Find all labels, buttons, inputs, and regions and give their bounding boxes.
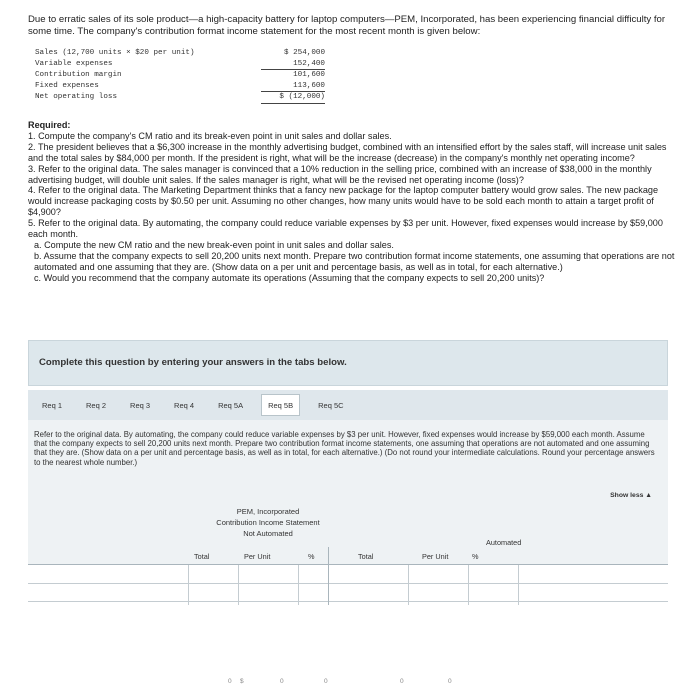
cell-fragment: 0 (280, 678, 284, 685)
required-item-5: 5. Refer to the original data. By automating, the company could reduce variable expenses by $3 per unit. However, fixed expenses would increase by $59,000 each month. (28, 218, 663, 240)
complete-instructions-text: Complete this question by entering your answers in the tabs below. (39, 357, 347, 368)
grid-col-line (188, 565, 189, 605)
income-row-cm (35, 70, 325, 81)
cell-fragment: 0 (400, 678, 404, 685)
col-header-percent: % (308, 552, 315, 561)
complete-instructions-box (28, 340, 668, 386)
tab-req-2[interactable]: Req 2 (86, 400, 107, 410)
required-item-1: 1. Compute the company's CM ratio and its break-even point in unit sales and dollar sales. (28, 130, 392, 141)
tab-panel (28, 420, 668, 685)
alt-separator (328, 547, 329, 605)
tab-instructions: Refer to the original data. By automating, the company could reduce variable expenses by $3 per unit. However, fixed expenses would increase by $59,000 each month. Assume that the company expects to sell 20,200 units next month. Prepare two contribution format income statements, one assuming that operations are not automated and one assuming that they are. (Show data on a per unit and percentage basis, as well as in total, for each alternative.) (Do not round your intermediate calculations. Round your percentage answers to the nearest whole number.) (34, 430, 655, 467)
show-less-button[interactable]: Show less ▲ (610, 492, 652, 499)
not-automated-header: Not Automated (243, 529, 293, 538)
income-row-sales (35, 48, 325, 59)
required-sub-a: a. Compute the new CM ratio and the new break-even point in unit sales and dollar sales. (34, 239, 394, 250)
col-header-total: Total (194, 552, 210, 561)
col-header-percent: % (472, 552, 479, 561)
automated-header: Automated (486, 538, 522, 547)
cell-fragment: 0 (448, 678, 452, 685)
income-row-variable (35, 59, 325, 71)
required-item-2: 2. The president believes that a $6,300 increase in the monthly advertising budget, combined with an intensified effort by the sales staff, will increase unit sales and the total sales by $84,000 per month. If the president is right, what will be the increase (decrease) in the company's monthly net operating income? (28, 141, 667, 163)
grid-row-line (28, 583, 668, 584)
tab-req-5b[interactable]: Req 5B (261, 394, 300, 416)
required-heading: Required: (28, 120, 71, 130)
col-header-total: Total (358, 552, 374, 561)
tab-req-1[interactable]: Req 1 (42, 400, 63, 410)
required-sub-c: c. Would you recommend that the company automate its operations (Assuming that the company expects to sell 20,200 units)? (34, 272, 545, 283)
table-title-block (188, 506, 348, 539)
income-amount: $ 254,000 (283, 49, 325, 57)
income-row-fixed (35, 81, 325, 93)
income-amount: 113,600 (261, 81, 325, 93)
grid-col-line (518, 565, 519, 605)
income-label: Net operating loss (35, 93, 118, 101)
income-amount: $ (12,000) (261, 92, 325, 104)
grid-col-line (408, 565, 409, 605)
required-sub-b: b. Assume that the company expects to sell 20,200 units next month. Prepare two contribution format income statements, one assuming that operations are not automated and one assuming that they are. (Show data on a per unit and percentage basis, as well as in total, for each alternative.) (34, 250, 675, 272)
col-header-per-unit: Per Unit (422, 552, 449, 561)
income-row-net (35, 92, 325, 104)
grid-row-line (28, 601, 668, 602)
tab-req-4[interactable]: Req 4 (174, 400, 195, 410)
income-amount: 152,400 (261, 59, 325, 71)
tab-req-3[interactable]: Req 3 (130, 400, 151, 410)
cell-fragment: 0 (228, 678, 232, 685)
grid-col-line (238, 565, 239, 605)
col-header-per-unit: Per Unit (244, 552, 271, 561)
income-label: Variable expenses (35, 59, 113, 68)
required-item-3: 3. Refer to the original data. The sales manager is convinced that a 10% reduction in the selling price, combined with an increase of $38,000 in the monthly advertising budget, will double unit sales. If the sales manager is right, what will be the revised net operating income (loss)? (28, 163, 652, 185)
grid-col-line (468, 565, 469, 605)
company-name: PEM, Incorporated (236, 507, 300, 516)
cell-fragment: $ (240, 678, 244, 685)
cell-fragment: 0 (324, 678, 328, 685)
problem-intro: Due to erratic sales of its sole product—a high-capacity battery for laptop computers—PEM, Incorporated, has been experiencing financial difficulty for some time. The company's contribution format income statement for the most recent month is given below: (28, 14, 666, 37)
income-amount: 101,600 (293, 71, 325, 79)
required-section (28, 120, 676, 284)
required-item-4: 4. Refer to the original data. The Marketing Department thinks that a fancy new package for the laptop computer battery would grow sales. The new package would increase packaging costs by $0.50 per unit. Assuming no other changes, how many units would have to be sold each month to attain a target profit of $4,900? (28, 185, 659, 218)
income-statement-table (28, 502, 668, 685)
income-label: Contribution margin (35, 71, 122, 79)
tab-bar (28, 390, 668, 420)
grid-col-line (298, 565, 299, 605)
income-label: Fixed expenses (35, 81, 99, 90)
tab-req-5a[interactable]: Req 5A (218, 400, 244, 410)
income-statement (35, 48, 325, 104)
tab-req-5c[interactable]: Req 5C (318, 400, 344, 410)
statement-name: Contribution Income Statement (216, 518, 320, 527)
income-label: Sales (12,700 units × $20 per unit) (35, 49, 195, 57)
table-grid (28, 564, 668, 605)
